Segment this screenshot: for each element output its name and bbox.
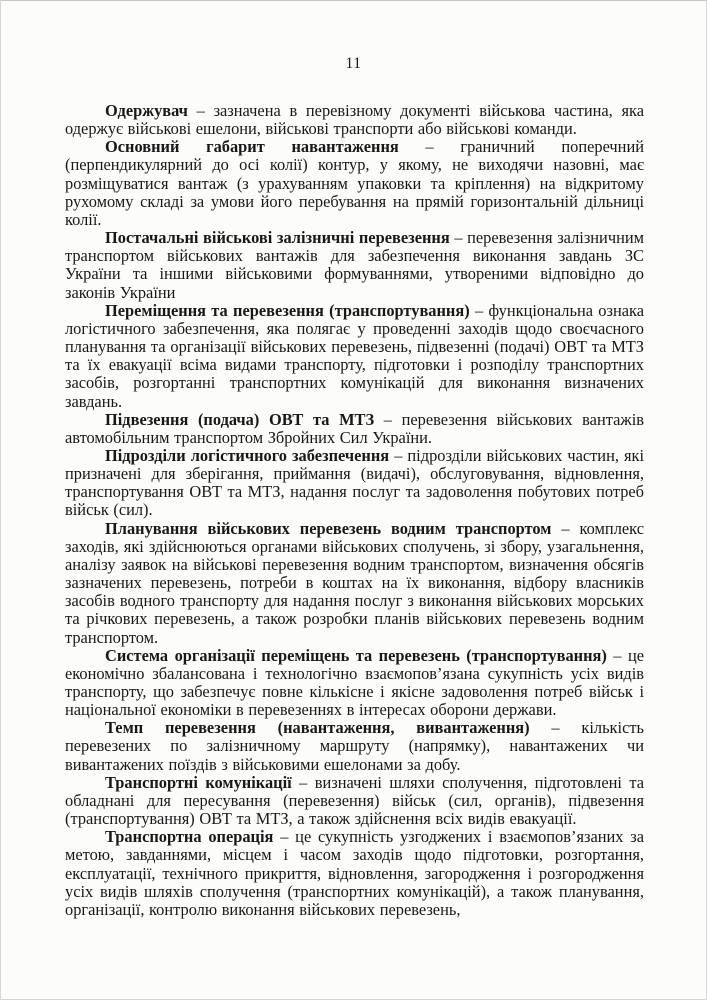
page-number: 11 (345, 55, 362, 72)
definition-paragraph (65, 302, 644, 411)
definition-text: – визначені шляхи сполучення, підготовлені та обладнані для пересування (перевезення) військ (сил, органів), підвезення (транспортування) ОВТ та МТЗ, а також здійснення всіх видів евакуації. (65, 772, 645, 829)
definition-text: – функціональна ознака логістичного забезпечення, яка полягає у проведенні заходів щодо своєчасного планування та організації військових перевезень, підвезенні (подачі) ОВТ та МТЗ та їх евакуації всіма видами транспорту, підготовки і розподілу транспортних засобів, розгортанні транспортних комунікацій для виконання визначених завдань. (65, 300, 644, 411)
page-content (1, 102, 706, 919)
definition-paragraph (65, 138, 644, 229)
definition-text: – перевезення військових вантажів автомобільним транспортом Збройних Сил України. (65, 409, 644, 447)
term-text: Транспортна операція (105, 827, 274, 847)
term-text: Постачальні військові залізничні перевезення (105, 228, 450, 248)
term-text: Підрозділи логістичного забезпечення (105, 445, 390, 465)
definition-text: – це економічно збалансована і технологічно взаємопов’язана сукупність усіх видів транспорту, що забезпечує повне кількісне і якісне задоволення потреб військ і національної економіки в перевезеннях в інтересах оборони держави. (65, 645, 644, 720)
definition-text: – перевезення залізничним транспортом військових вантажів для забезпечення виконання завдань ЗС України та іншими військовими формуваннями, утвореними відповідно до законів України (65, 228, 644, 302)
definition-paragraph (65, 229, 644, 302)
definition-paragraph (65, 647, 644, 720)
definition-paragraph (65, 774, 644, 828)
definition-text: – комплекс заходів, які здійснюються органами військових сполучень, зі збору, узагальнення, аналізу заявок на військові перевезення водним транспортом, визначення обсягів зазначених перевезень, потреби в коштах на їх виконання, відбору власників засобів водного транспорту для надання послуг з виконання військових морських та річкових перевезень, а також розробки планів військових перевезень водним транспортом. (65, 518, 644, 647)
definition-paragraph (65, 411, 644, 447)
definition-text: – підрозділи військових частин, які призначені для зберігання, приймання (видачі), обслуговування, відновлення, транспортування ОВТ та МТЗ, надання послуг та задоволення побутових потреб військ (сил). (65, 445, 645, 520)
definition-text: – граничний поперечний (перпендикулярний до осі колії) контур, у якому, не виходячи назовні, має розміщуватися вантаж (з урахуванням упаковки та кріплення) на відкритому рухомому складі за умови його перебування на прямій горизонтальній дільниці колії. (65, 137, 644, 229)
definition-text: – кількість перевезених по залізничному маршруту (напрямку), навантажених чи вивантажених поїздів з військовими ешелонами за добу. (65, 718, 644, 774)
term-text: Транспортні комунікації (105, 772, 292, 792)
term-text: Переміщення та перевезення (транспортування) (105, 300, 470, 320)
term-text: Підвезення (подача) ОВТ та МТЗ (105, 409, 375, 429)
definition-paragraph (65, 828, 644, 919)
definition-paragraph (65, 520, 644, 647)
term-text: Темп перевезення (навантаження, вивантаження) (105, 718, 530, 738)
definition-paragraph (65, 102, 644, 138)
term-text: Планування військових перевезень водним транспортом (105, 518, 552, 538)
term-text: Одержувач (105, 101, 188, 120)
definition-paragraph (65, 447, 644, 520)
definition-text: – це сукупність узгоджених і взаємопов’язаних за метою, завданнями, місцем і часом заходів щодо підготовки, розгортання, експлуатації, технічного прикриття, відновлення, загородження і розгородження усіх видів шляхів сполучення (транспортних комунікацій), а також планування, організації, контролю виконання військових перевезень, (65, 827, 644, 919)
definition-text: – зазначена в перевізному документі військова частина, яка одержує військові ешелони, військові транспорти або військові команди. (65, 101, 644, 139)
term-text: Основний габарит навантаження (105, 137, 399, 157)
definition-paragraph (65, 719, 644, 773)
term-text: Система організації переміщень та перевезень (транспортування) (105, 645, 607, 665)
